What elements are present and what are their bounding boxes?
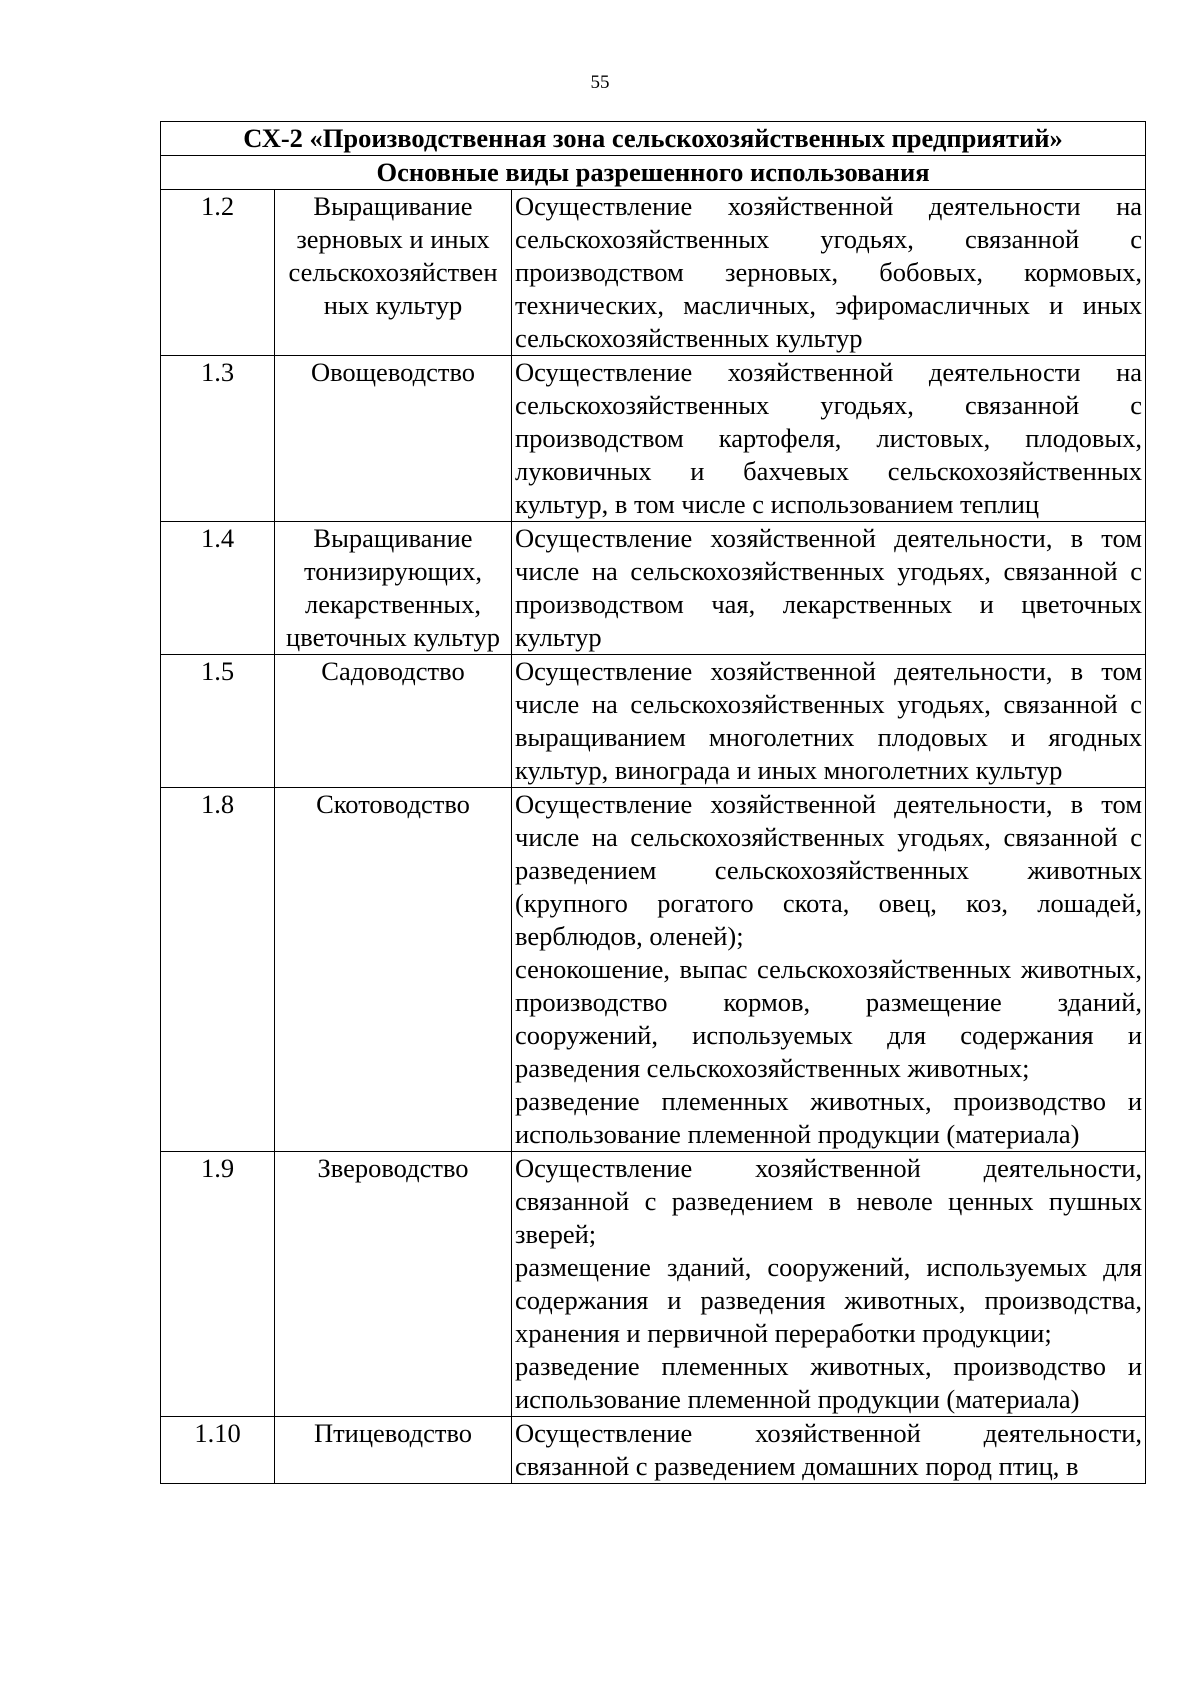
row-code: 1.3 <box>161 356 275 522</box>
description-paragraph: Осуществление хозяйственной деятельности, связанной с разведением в неволе ценных пушных зверей; <box>515 1153 1143 1249</box>
table-row <box>161 190 1146 356</box>
table-row <box>161 655 1146 788</box>
description-paragraph: разведение племенных животных, производство и использование племенной продукции (материала) <box>515 1351 1143 1414</box>
row-name-line: зерновых и иных <box>296 224 490 254</box>
row-name <box>275 522 512 655</box>
land-use-table <box>160 121 1146 1484</box>
row-name-line: Выращивание <box>313 523 473 553</box>
row-description <box>512 1152 1146 1417</box>
row-description <box>512 1417 1146 1484</box>
row-code: 1.8 <box>161 788 275 1152</box>
description-paragraph: Осуществление хозяйственной деятельности, в том числе на сельскохозяйственных угодьях, связанной с выращиванием многолетних плодовых и ягодных культур, винограда и иных многолетних культур <box>515 656 1143 785</box>
row-description <box>512 356 1146 522</box>
row-description <box>512 190 1146 356</box>
row-name <box>275 788 512 1152</box>
row-name <box>275 1152 512 1417</box>
row-name <box>275 655 512 788</box>
row-code: 1.9 <box>161 1152 275 1417</box>
section-title-row <box>161 156 1146 190</box>
page-number: 55 <box>590 72 610 93</box>
table-row <box>161 522 1146 655</box>
description-paragraph: Осуществление хозяйственной деятельности, в том числе на сельскохозяйственных угодьях, связанной с разведением сельскохозяйственных животных (крупного рогатого скота, овец, коз, лошадей, верблюдов, оленей); <box>515 789 1143 951</box>
row-code: 1.4 <box>161 522 275 655</box>
row-name <box>275 356 512 522</box>
section-title: Основные виды разрешенного использования <box>161 156 1146 190</box>
description-paragraph: Осуществление хозяйственной деятельности на сельскохозяйственных угодьях, связанной с производством картофеля, листовых, плодовых, луковичных и бахчевых сельскохозяйственных культур, в том числе с использованием теплиц <box>515 357 1143 519</box>
row-code: 1.5 <box>161 655 275 788</box>
row-name-line: тонизирующих, <box>304 556 482 586</box>
table-row <box>161 1417 1146 1484</box>
row-code: 1.2 <box>161 190 275 356</box>
description-paragraph: размещение зданий, сооружений, используемых для содержания и разведения животных, производства, хранения и первичной переработки продукции; <box>515 1252 1143 1348</box>
row-name-line: лекарственных, <box>305 589 481 619</box>
description-paragraph: разведение племенных животных, производство и использование племенной продукции (материала) <box>515 1086 1143 1149</box>
row-name-line: сельскохозяйствен <box>288 257 498 287</box>
row-name-line: Птицеводство <box>313 1418 473 1448</box>
row-name-line: Звероводство <box>317 1153 469 1183</box>
row-name-line: Садоводство <box>321 656 465 686</box>
row-name <box>275 1417 512 1484</box>
row-name-line: Выращивание <box>313 191 473 221</box>
row-code: 1.10 <box>161 1417 275 1484</box>
description-paragraph: Осуществление хозяйственной деятельности на сельскохозяйственных угодьях, связанной с производством зерновых, бобовых, кормовых, технических, масличных, эфиромасличных и иных сельскохозяйственных культур <box>515 191 1143 353</box>
row-description <box>512 522 1146 655</box>
zone-title: СХ-2 «Производственная зона сельскохозяйственных предприятий» <box>161 122 1146 156</box>
row-name-line: цветочных культур <box>286 622 500 652</box>
table-row <box>161 1152 1146 1417</box>
row-name-line: Скотоводство <box>316 789 470 819</box>
description-paragraph: Осуществление хозяйственной деятельности, связанной с разведением домашних пород птиц, в <box>515 1418 1143 1481</box>
table-row <box>161 356 1146 522</box>
table-row <box>161 788 1146 1152</box>
description-paragraph: сенокошение, выпас сельскохозяйственных животных, производство кормов, размещение зданий, сооружений, используемых для содержания и разведения сельскохозяйственных животных; <box>515 954 1143 1083</box>
description-paragraph: Осуществление хозяйственной деятельности, в том числе на сельскохозяйственных угодьях, связанной с производством чая, лекарственных и цветочных культур <box>515 523 1143 652</box>
zone-title-row <box>161 122 1146 156</box>
row-name <box>275 190 512 356</box>
row-name-line: ных культур <box>323 290 463 320</box>
row-name-line: Овощеводство <box>310 357 476 387</box>
row-description <box>512 655 1146 788</box>
row-description <box>512 788 1146 1152</box>
